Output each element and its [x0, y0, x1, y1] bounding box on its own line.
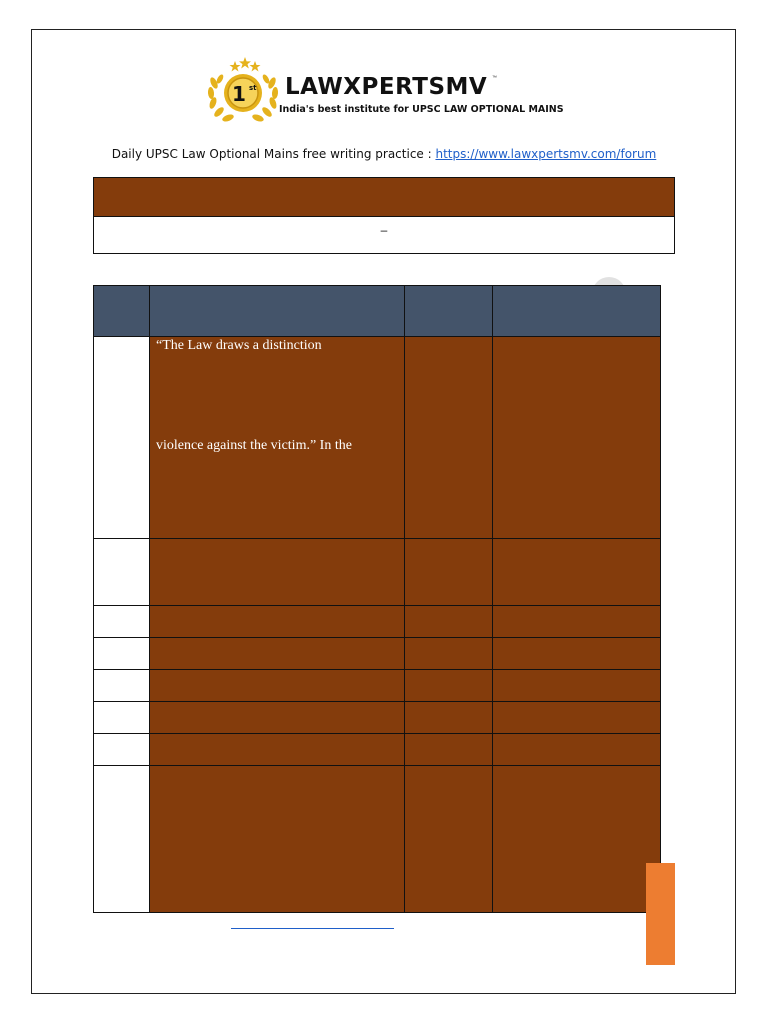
question-text-line-1: “The Law draws a distinction — [156, 338, 322, 353]
table-cell — [93, 765, 150, 913]
question-table — [93, 285, 661, 913]
table-cell — [93, 637, 150, 670]
laurel-badge-icon — [205, 57, 281, 125]
table-cell — [93, 701, 150, 734]
table-cell — [492, 733, 661, 766]
table-cell — [93, 538, 150, 606]
table-cell — [492, 701, 661, 734]
badge-text: 1 — [232, 82, 246, 106]
table-cell — [404, 336, 493, 539]
question-cell — [149, 336, 405, 539]
table-cell — [149, 733, 405, 766]
table-cell — [149, 765, 405, 913]
table-header-cell — [149, 285, 405, 337]
badge-superscript: st — [249, 84, 257, 92]
table-cell — [492, 669, 661, 702]
trademark-mark: ™ — [492, 75, 497, 81]
table-cell — [149, 669, 405, 702]
table-cell — [93, 336, 150, 539]
table-cell — [404, 637, 493, 670]
brand-logo — [205, 57, 575, 127]
table-header-cell — [492, 285, 661, 337]
table-cell — [149, 605, 405, 638]
table-cell — [149, 637, 405, 670]
table-cell — [93, 605, 150, 638]
footer-link-underline[interactable] — [231, 928, 394, 929]
table-cell — [492, 538, 661, 606]
table-cell — [404, 538, 493, 606]
question-text-line-2: violence against the victim.” In the — [156, 438, 352, 453]
brand-name: LAWXPERTSMV — [285, 74, 488, 100]
table-header-cell — [404, 285, 493, 337]
table-cell — [404, 701, 493, 734]
header-band — [94, 178, 674, 217]
table-header-cell — [93, 285, 150, 337]
table-cell — [93, 733, 150, 766]
brand-tagline: India's best institute for UPSC LAW OPTIONAL MAINS — [279, 104, 564, 115]
table-cell — [93, 669, 150, 702]
practice-line — [0, 147, 768, 161]
table-cell — [404, 669, 493, 702]
table-cell — [492, 336, 661, 539]
table-cell — [149, 701, 405, 734]
table-cell — [492, 605, 661, 638]
table-cell — [404, 765, 493, 913]
table-cell — [492, 765, 661, 913]
table-cell — [492, 637, 661, 670]
table-cell — [404, 733, 493, 766]
forum-link[interactable]: https://www.lawxpertsmv.com/forum — [435, 147, 657, 161]
header-dash: – — [380, 223, 388, 237]
table-cell — [149, 538, 405, 606]
table-cell — [404, 605, 493, 638]
header-box — [93, 177, 675, 254]
practice-text: Daily UPSC Law Optional Mains free writing practice : — [111, 147, 436, 161]
orange-side-tab — [646, 863, 675, 965]
